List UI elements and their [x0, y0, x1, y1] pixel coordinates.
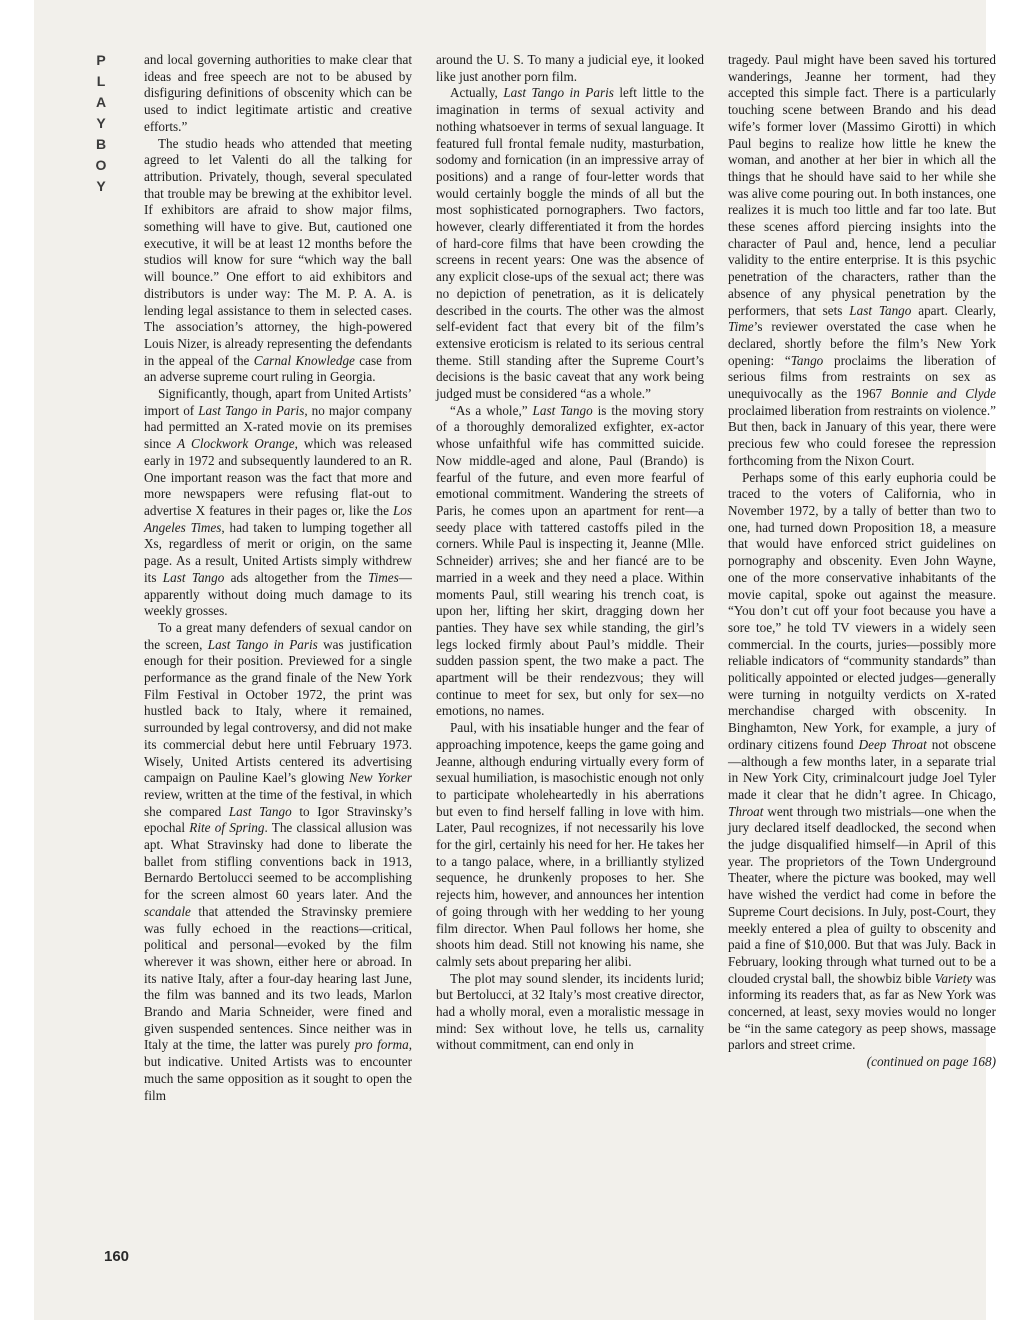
text-run: was justification enough for their position. Previewed for a single performance as the grand finale of the New York Film Festival in October 1972, the print was hustled back to Italy, where it remained, surrounded by legal controversy, and did not make its commercial debut here until February 1973. Wisely, United Artists centered its advertising campaign on Pauline Kael’s glowing — [144, 636, 412, 786]
text-run: Actually, — [450, 85, 504, 101]
text-run: is the moving story of a thoroughly demoralized exfighter, ex-actor whose unfaithful wife has committed suicide. Now middle-aged and alone, Paul (Brando) is fearful of the future, and even more fearful of emotional commitment. Wandering the streets of Paris, he comes upon an apartment for rent—a seedy place with tattered castoffs piled in the corners. While Paul is inspecting it, Jeanne (Mlle. Schneider) arrives; she and her fiancé are to be married in a week and they need a place. Within moments Paul, still wearing his trench coat, is upon her, lifting her skirt, dragging down her panties. They have sex while standing, the girl’s legs locked firmly about Paul’s middle. Their sudden passion spent, the two make a pact. The apartment will be their rendezvous; they will continue to meet for sex, but only for sex—no emotions, no names. — [436, 402, 704, 719]
text-run: went through two mistrials—one when the jury declared itself deadlocked, the second when the judge disqualified himself—in April of this year. The proprietors of the Town Underground Theater, where the picture was booked, may well have wished the verdict had come in before the Supreme Court decisions. In July, post-Court, they meekly entered a plea of guilty to obscenity and paid a fine of $10,000. But that was July. Back in February, looking through what turned out to be a clouded crystal ball, the showbiz bible — [728, 803, 996, 986]
continued-note: (continued on page 168) — [866, 1054, 996, 1070]
article-paragraph — [144, 620, 412, 1104]
text-run: Perhaps some of this early euphoria could be traced to the voters of California, who in November 1972, by a tally of better than two to one, had turned down Proposition 18, a measure that would have enforced strict guidelines on pornography and obscenity. Even John Wayne, one of the more conservative inhabitants of the movie capital, spoke out against the measure. “You don’t cut off your foot because you have a sore toe,” he told TV viewers in a widely seen commercial. In the courts, juries—possibly more reliable indicators of “community standards” than politically appointed or elected judges—generally were turning in notguilty verdicts on X-rated merchandise charged with obscenity. In Binghamton, New York, for example, a jury of ordinary citizens found — [728, 469, 996, 752]
text-run: , which was released early in 1972 and subsequently laundered to an R. One important reason was the fact that more and more newspapers were refusing flat-out to advertise X features in their pages or, like the — [144, 436, 412, 518]
italic-title: Throat — [728, 803, 764, 819]
article-paragraph — [144, 386, 412, 620]
text-run: “As a whole,” — [450, 402, 533, 418]
italic-title: Times — [368, 569, 399, 585]
article-paragraph — [436, 52, 704, 85]
masthead-letter: B — [95, 136, 107, 152]
text-run: To a great many defenders of sexual candor on the screen, — [144, 619, 412, 652]
text-run: . The classical allusion was apt. What Stravinsky had done to liberate the ballet from stifling conventions back in 1913, Bernardo Bertolucci seemed to be accomplishing for the screen almost 60 years later. And the — [144, 820, 412, 903]
masthead-letter: O — [95, 157, 107, 173]
text-run: around the U. S. To many a judicial eye, it looked like just another porn film. — [436, 52, 704, 84]
text-run: , had taken to lumping together all Xs, regardless of merit or origin, on the same page. As a result, United Artists simply withdrew its — [144, 519, 412, 585]
italic-title: Variety — [934, 970, 973, 986]
text-run: tragedy. Paul might have been saved his tortured wanderings, Jeanne her torment, had they accepted this simple fact. There is a particularly touching scene between Brando and his dead wife’s former lover (Massimo Girotti) in which Paul begins to realize how little he knew the woman, and another at her bier in which all the things that he should have said to her while she was alive come pouring out. In both instances, one realizes it is much too little and far too late. But these scenes afford piercing insights into the character of Paul and, hence, lend a peculiar validity to the entire enterprise. It is this psychic penetration of the characters, rather than the absence of any physical penetration by the performers, that sets — [728, 52, 996, 318]
text-run: The plot may sound slender, its incidents lurid; but Bertolucci, at 32 Italy’s most creative director, had a wholly moral, even a moralistic message in mind: Sex without love, he tells us, carnality without commitment, can end only in — [436, 970, 704, 1053]
text-run: case from an adverse supreme court ruling in Georgia. — [144, 352, 412, 385]
italic-title: Carnal Knowledge — [253, 352, 355, 368]
text-run: The studio heads who attended that meeting agreed to let Valenti do all the talking for attribution. Privately, though, several speculated that trouble may be brewing at the exhibitor level. If exhibitors are afraid to show major films, something will have to give. But, cautioned one executive, it will be at least 12 months before the studios will know for sure “which way the ball will bounce.” One effort to aid exhibitors and distributors is under way: The M. P. A. A. is lending legal assistance to them in selected cases. The association’s attorney, the high-powered Louis Nizer, is already representing the defendants in the appeal of the — [144, 135, 412, 368]
text-column-1 — [144, 52, 412, 1104]
italic-title: Last Tango — [228, 803, 292, 819]
text-run: review, written at the time of the festival, in which she compared — [144, 786, 412, 819]
text-run: Paul, with his insatiable hunger and the fear of approaching impotence, keeps the game going and Jeanne, although enduring virtually every form of sexual humiliation, is masochistic enough not only to participate wholeheartedly in his aberrations but even to find herself falling in love with him. Later, Paul recognizes, if not necessarily his love for the girl, certainly his need for her. He takes her to a tango palace, where, in a brilliantly stylized sequence, he drunkenly proposes to her. She rejects him, however, and announces her intention of going through with her wedding to her young film director. When Paul follows her home, she shoots him dead. Still not knowing his name, she calmly sets about preparing her alibi. — [436, 720, 704, 969]
article-paragraph — [436, 720, 704, 971]
article-paragraph — [728, 52, 996, 470]
text-run: proclaims the liberation of serious films from restraints on sex as unequivocally as the 1967 — [728, 352, 996, 402]
italic-title: Last Tango in Paris — [503, 85, 614, 101]
text-run: was informing its readers that, as far as New York was concerned, at least, sexy movies would no longer be “in the same category as peep shows, massage parlors and street crime. — [728, 970, 996, 1053]
masthead-letter: L — [96, 73, 106, 89]
italic-title: Rite of Spring — [189, 820, 265, 836]
italic-title: Bonnie and Clyde — [890, 386, 996, 402]
article-paragraph — [436, 403, 704, 720]
italic-title: Last Tango — [532, 402, 593, 418]
text-run: proclaimed liberation from restraints on violence.” But then, back in January of this year, there were precious few who could foresee the repression forthcoming from the Nixon Court. — [728, 402, 996, 468]
text-run: Significantly, though, apart from United Artists’ import of — [144, 386, 412, 418]
text-run: that attended the Stravinsky premiere was fully echoed in the reactions—critical, political and personal—evoked by the film wherever it was shown, either here or abroad. In its native Italy, after a four-day hearing last June, the film was banned and its two leads, Marlon Brando and Maria Schneider, were fined and given suspended sentences. Since neither was in Italy at the time, the latter was purely — [144, 903, 412, 1053]
text-run: and local governing authorities to make clear that ideas and free speech are not to be abused by disfiguring definitions of obscenity which can be used to indict legitimate artistic and creative efforts.” — [144, 52, 412, 134]
italic-title: Deep Throat — [858, 736, 927, 752]
magazine-masthead — [90, 50, 112, 197]
article-paragraph — [144, 136, 412, 387]
italic-title: Los Angeles Times — [144, 502, 412, 535]
article-paragraph — [728, 470, 996, 1055]
italic-title: pro forma — [354, 1037, 409, 1053]
text-column-2 — [436, 52, 704, 1054]
text-run: —apparently without doing much damage to its weekly grosses. — [144, 569, 412, 619]
article-paragraph — [436, 971, 704, 1055]
page-number: 160 — [104, 1248, 130, 1265]
text-run: not obscene—although a few months later, in a separate trial in New York City, criminalcourt judge Joel Tyler made it clear that he didn’t agree. In Chicago, — [728, 736, 997, 802]
magazine-page — [34, 0, 997, 1320]
italic-title: Last Tango — [162, 569, 225, 585]
text-run: , but indicative. United Artists was to encounter much the same opposition as it sought to open the film — [144, 1037, 412, 1103]
masthead-letter: Y — [96, 178, 106, 194]
text-column-3 — [728, 52, 996, 1071]
text-run: ’s reviewer overstated the case when he declared, shortly before the film’s New York opening: “ — [728, 319, 996, 368]
article-paragraph — [436, 85, 704, 402]
text-run: apart. Clearly, — [911, 302, 996, 318]
italic-title: Last Tango in Paris — [198, 402, 305, 418]
text-run: , no major company had permitted an X-rated movie on its premises since — [144, 402, 412, 452]
text-run: left little to the imagination in terms of sexual activity and nothing whatsoever in terms of sexual language. It featured full frontal female nudity, masturbation, sodomy and fornication (in an impressive array of positions) and a range of four-letter words that would certainly boggle the minds of all but the most sophisticated pornographers. Two factors, however, clearly differentiated it from the hordes of hard-core films that have been crowding the screens in recent years: One was the absence of any explicit close-ups of the sexual act; there was no depiction of penetration, as it is delicately described in the courts. The other was the almost self-evident fact that every bit of the film’s extensive eroticism is related to its serious central theme. Still standing after the Supreme Court’s decisions is the basic caveat that any work being judged must be considered “as a whole.” — [436, 85, 704, 402]
italic-title: scandale — [144, 903, 191, 919]
masthead-letter: P — [96, 52, 106, 68]
italic-title: Tango — [790, 352, 824, 368]
italic-title: New Yorker — [349, 770, 413, 786]
text-run: ads altogether from the — [224, 569, 369, 585]
italic-title: Last Tango in Paris — [207, 636, 318, 652]
italic-title: Time — [728, 319, 754, 335]
text-run: to Igor Stravinsky’s epochal — [144, 803, 412, 836]
masthead-letter: A — [95, 94, 107, 110]
article-paragraph — [144, 52, 412, 136]
italic-title: Last Tango — [849, 302, 912, 318]
italic-title: A Clockwork Orange — [177, 436, 295, 452]
masthead-letter: Y — [96, 115, 106, 131]
